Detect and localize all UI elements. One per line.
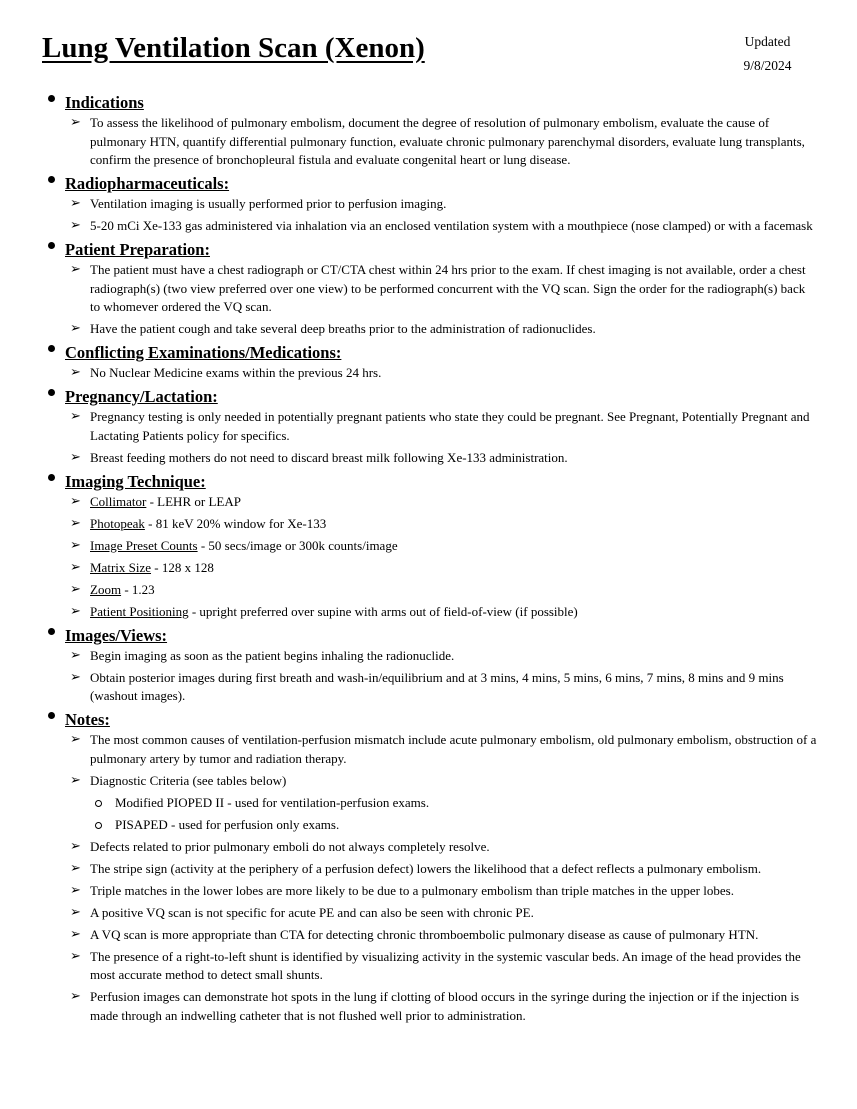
section [42,471,817,622]
bullet-icon [48,474,55,481]
list-item [42,364,817,383]
bullet-icon [48,389,55,396]
item-text: The presence of a right-to-left shunt is identified by visualizing activity in the systemic vascular beds. An image of the head provides the most accurate method to detect small shunts. [90,948,801,982]
section-title: Conflicting Examinations/Medications: [65,343,342,362]
page-title: Lung Ventilation Scan (Xenon) [42,32,425,64]
item-text: Triple matches in the lower lobes are more likely to be due to a pulmonary embolism than triple matches in the upper lobes. [90,882,734,898]
item-text: - upright preferred over supine with arms out of field-of-view (if possible) [188,603,578,619]
item-list [42,114,817,170]
arrow-bullet-icon: ➢ [70,321,81,336]
section-title: Notes: [65,710,110,729]
arrow-bullet-icon: ➢ [70,449,81,465]
bullet-icon [48,628,55,635]
item-list [42,364,817,383]
section [42,625,817,706]
list-item [42,772,817,791]
list-item [42,860,817,879]
list-item [42,926,817,945]
arrow-bullet-icon: ➢ [70,882,81,898]
sub-item-text: Modified PIOPED II - used for ventilation-perfusion exams. [115,794,430,810]
document-body [42,92,817,1029]
arrow-bullet-icon: ➢ [70,196,81,211]
section-title: Indications [65,93,144,112]
list-item [42,647,817,666]
arrow-bullet-icon: ➢ [70,732,81,747]
list-item [42,904,817,923]
list-item [42,195,817,214]
arrow-bullet-icon: ➢ [70,218,81,233]
bullet-icon [48,242,55,249]
arrow-bullet-icon: ➢ [70,603,81,619]
item-text: A positive VQ scan is not specific for acute PE and can also be seen with chronic PE. [90,904,534,920]
bullet-icon [48,95,55,102]
list-item [42,217,817,236]
item-text: - 1.23 [121,581,155,597]
item-text: Perfusion images can demonstrate hot spots in the lung if clotting of blood occurs in the syringe during the injection or if the injection is made through an indwelling catheter that is not flushed well prior to administration. [90,989,800,1023]
updated-block [700,30,835,78]
arrow-bullet-icon: ➢ [70,262,81,277]
section [42,173,817,236]
arrow-bullet-icon: ➢ [70,669,81,685]
list-item [42,261,817,317]
section-title: Patient Preparation: [65,240,210,259]
arrow-bullet-icon: ➢ [70,537,81,553]
circle-bullet-icon [95,800,102,807]
section-title: Imaging Technique: [65,471,206,491]
item-text: Begin imaging as soon as the patient begins inhaling the radionuclide. [90,647,455,663]
item-text: Pregnancy testing is only needed in potentially pregnant patients who state they could be pregnant. See Pregnant, Potentially Pregnant and Lactating Patients policy for specifics. [90,409,810,443]
arrow-bullet-icon: ➢ [70,515,81,531]
bullet-icon [48,712,55,719]
list-item [42,114,817,170]
list-item [42,838,817,857]
section [42,386,817,467]
section-title: Pregnancy/Lactation: [65,387,218,406]
bullet-icon [48,176,55,183]
item-label: Collimator [90,493,147,509]
bullet-icon [48,345,55,352]
list-item [42,882,817,901]
list-item [42,988,817,1025]
updated-date: 9/8/2024 [743,58,792,73]
item-text: Obtain posterior images during first breath and wash-in/equilibrium and at 3 mins, 4 mins, 5 mins, 6 mins, 7 mins, 8 mins and 9 mins (washout images). [90,669,784,703]
item-text: No Nuclear Medicine exams within the previous 24 hrs. [90,365,382,380]
list-item [42,408,817,445]
item-text: The stripe sign (activity at the periphery of a perfusion defect) lowers the likelihood that a defect reflects a pulmonary embolism. [90,860,762,876]
list-item [42,731,817,768]
item-text: - 81 keV 20% window for Xe-133 [144,515,327,531]
item-label: Photopeak [90,515,145,531]
item-list [42,261,817,339]
item-text: 5-20 mCi Xe-133 gas administered via inhalation via an enclosed ventilation system with a mouthpiece (nose clamped) or with a facemask [90,218,813,233]
arrow-bullet-icon: ➢ [70,860,81,876]
item-label: Patient Positioning [90,603,189,619]
section [42,709,817,1025]
arrow-bullet-icon: ➢ [70,493,81,509]
list-item [42,320,817,339]
arrow-bullet-icon: ➢ [70,365,81,380]
section [42,342,817,383]
item-text: - 50 secs/image or 300k counts/image [197,537,398,553]
section-title: Images/Views: [65,625,168,645]
section [42,239,817,339]
list-item [42,449,817,468]
item-list [42,408,817,467]
list-item [42,581,817,600]
item-text: A VQ scan is more appropriate than CTA for detecting chronic thromboembolic pulmonary disease as cause of pulmonary HTN. [90,926,759,942]
item-text: The most common causes of ventilation-perfusion mismatch include acute pulmonary embolism, old pulmonary embolism, obstruction of a pulmonary artery by tumor and radiation therapy. [90,732,817,766]
arrow-bullet-icon: ➢ [70,948,81,964]
arrow-bullet-icon: ➢ [70,581,81,597]
arrow-bullet-icon: ➢ [70,989,81,1004]
list-item [42,603,817,622]
arrow-bullet-icon: ➢ [70,409,81,424]
item-list [42,493,817,622]
arrow-bullet-icon: ➢ [70,838,81,854]
list-item [42,559,817,578]
item-text: Have the patient cough and take several deep breaths prior to the administration of radionuclides. [90,321,596,336]
item-text: Ventilation imaging is usually performed prior to perfusion imaging. [90,196,447,211]
item-list [42,731,817,1025]
item-text: Defects related to prior pulmonary emboli do not always completely resolve. [90,838,490,854]
sub-item [42,816,817,835]
item-text: Diagnostic Criteria (see tables below) [90,772,287,788]
sub-item-text: PISAPED - used for perfusion only exams. [115,816,340,832]
section-title: Radiopharmaceuticals: [65,174,230,193]
list-item [42,515,817,534]
list-item [42,948,817,985]
arrow-bullet-icon: ➢ [70,926,81,942]
sub-item [42,794,817,813]
item-label: Image Preset Counts [90,537,198,553]
item-text: - LEHR or LEAP [146,493,241,509]
item-list [42,647,817,706]
item-label: Zoom [90,581,122,597]
item-text: - 128 x 128 [151,559,214,575]
item-label: Matrix Size [90,559,152,575]
section [42,92,817,170]
list-item [42,669,817,706]
list-item [42,537,817,556]
arrow-bullet-icon: ➢ [70,772,81,788]
item-text: Breast feeding mothers do not need to discard breast milk following Xe-133 administration. [90,449,568,465]
arrow-bullet-icon: ➢ [70,559,81,575]
item-text: To assess the likelihood of pulmonary embolism, document the degree of resolution of pulmonary embolism, evaluate the cause of pulmonary HTN, quantify differential pulmonary function, evaluate chronic pulmonary parenchymal disorders, evaluate lung transplants, confirm the presence of bronchopleural fistula and evaluate congenital heart or lung disease. [90,115,805,167]
updated-label: Updated [744,34,791,49]
circle-bullet-icon [95,822,102,829]
item-list [42,195,817,236]
arrow-bullet-icon: ➢ [70,904,81,920]
arrow-bullet-icon: ➢ [70,647,81,663]
arrow-bullet-icon: ➢ [70,115,81,130]
item-text: The patient must have a chest radiograph or CT/CTA chest within 24 hrs prior to the exam. If chest imaging is not available, order a chest radiograph(s) (two view preferred over one view) to be performed concurrent with the VQ scan. Sign the order for the radiograph(s) back to whomever ordered the VQ scan. [90,262,806,314]
list-item [42,493,817,512]
